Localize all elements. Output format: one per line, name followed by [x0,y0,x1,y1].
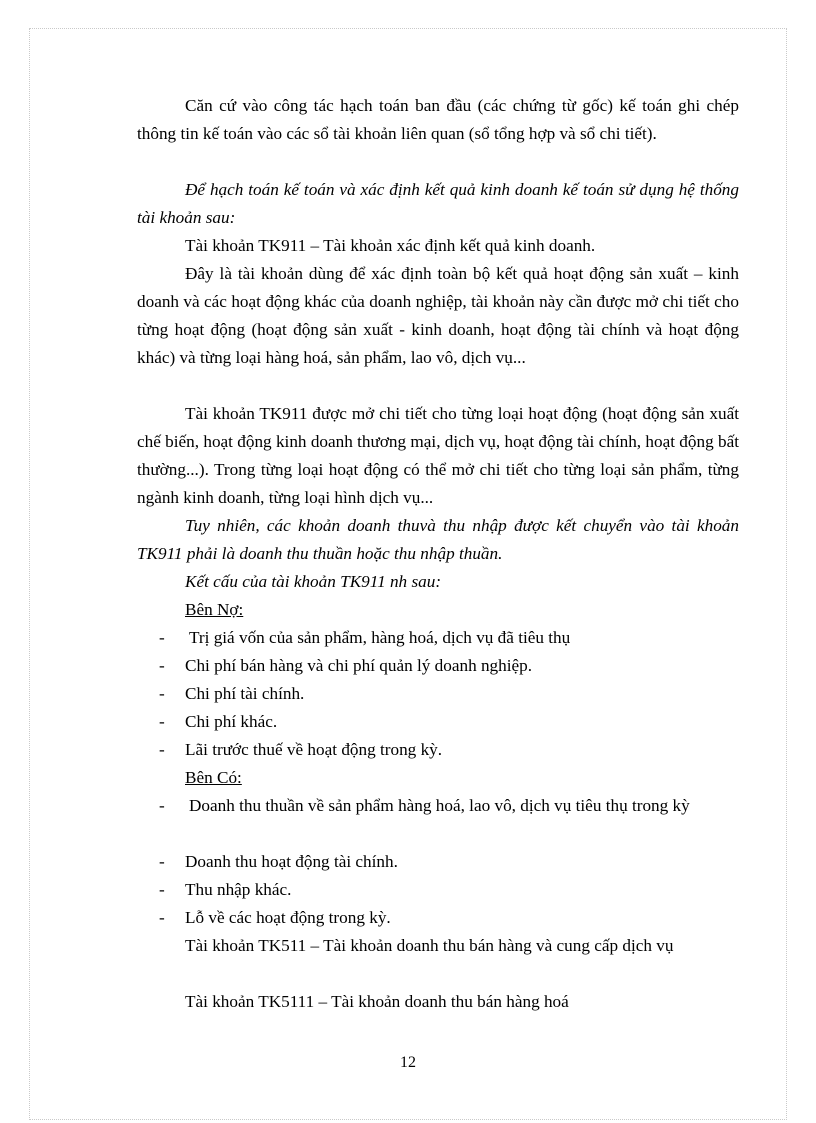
list-dash: - [159,740,165,759]
list-item: Doanh thu hoạt động tài chính. [185,852,398,871]
list-dash: - [159,628,165,647]
list-item: Doanh thu thuần về sản phẩm hàng hoá, lao vô, dịch vụ tiêu thụ trong kỳ [189,796,690,815]
list-item: Chi phí tài chính. [185,684,305,703]
paragraph-tk911-description: Đây là tài khoản dùng để xác định toàn bộ kết quả hoạt động sản xuất – kinh doanh và các hoạt động khác của doanh nghiệp, tài khoản này cần được mở chi tiết cho từng hoạt động (hoạt động sản xuất - kinh doanh, hoạt động tài chính và hoạt động khác) và từng loại hàng hoá, sản phẩm, lao vô, dịch vụ... [137,264,739,367]
paragraph-net-revenue-note: Tuy nhiên, các khoản doanh thuvà thu nhập được kết chuyển vào tài khoản TK911 phải là doanh thu thuần hoặc thu nhập thuần. [137,516,739,563]
list-item: Thu nhập khác. [185,880,292,899]
list-item: Trị giá vốn của sản phẩm, hàng hoá, dịch vụ đã tiêu thụ [189,628,571,647]
paragraph-tk511: Tài khoản TK511 – Tài khoản doanh thu bán hàng và cung cấp dịch vụ [185,936,674,955]
list-item: Chi phí khác. [185,712,278,731]
ben-no-heading: Bên Nợ: [185,600,244,619]
list-dash: - [159,656,165,675]
paragraph-tk911-detail: Tài khoản TK911 được mở chi tiết cho từng loại hoạt động (hoạt động sản xuất chế biến, hoạt động kinh doanh thương mại, dịch vụ, hoạt động tài chính, hoạt động bất thường...). Trong từng loại hoạt động có thể mở chi tiết cho từng loại sản phẩm, từng ngành kinh doanh, từng loại hình dịch vụ... [137,404,739,507]
paragraph-tk5111: Tài khoản TK5111 – Tài khoản doanh thu bán hàng hoá [185,992,569,1011]
list-dash: - [159,852,165,871]
page-number: 12 [400,1054,416,1071]
list-item: Lãi trước thuế về hoạt động trong kỳ. [185,740,443,759]
paragraph-account-system-intro: Để hạch toán kế toán và xác định kết quả kinh doanh kế toán sử dụng hệ thống tài khoản sau: [137,180,739,227]
ben-co-heading: Bên Có: [185,768,242,787]
list-dash: - [159,796,165,815]
list-item: Chi phí bán hàng và chi phí quản lý doanh nghiệp. [185,656,533,675]
list-dash: - [159,880,165,899]
list-dash: - [159,684,165,703]
paragraph-accounting-basis: Căn cứ vào công tác hạch toán ban đầu (các chứng từ gốc) kế toán ghi chép thông tin kế toán vào các sổ tài khoản liên quan (sổ tổng hợp và sổ chi tiết). [137,96,739,143]
list-dash: - [159,908,165,927]
paragraph-tk911-title: Tài khoản TK911 – Tài khoản xác định kết quả kinh doanh. [185,236,596,255]
list-dash: - [159,712,165,731]
paragraph-tk911-structure: Kết cấu của tài khoản TK911 nh sau: [185,572,442,591]
list-item: Lỗ về các hoạt động trong kỳ. [185,908,391,927]
